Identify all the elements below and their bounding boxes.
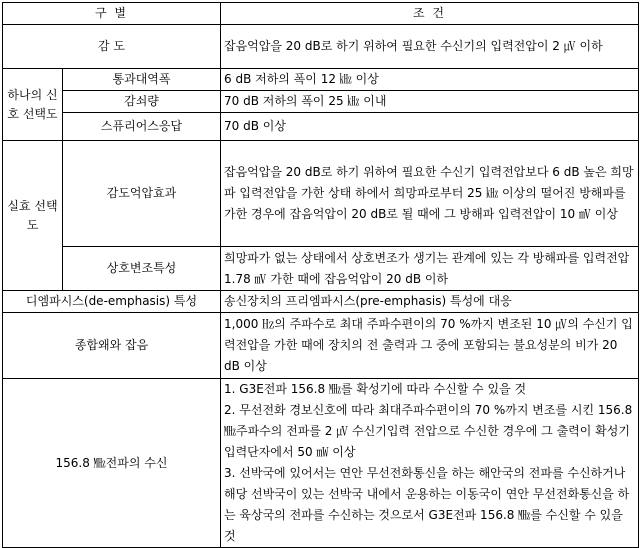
header-row xyxy=(3,3,639,25)
header-condition: 조 건 xyxy=(221,3,639,25)
attenuation-condition: 70 dB 저하의 폭이 25 ㎑ 이내 xyxy=(221,91,639,113)
row-distortion xyxy=(3,313,639,379)
de-emphasis-label: 디엠파시스(de-emphasis) 특성 xyxy=(3,291,221,313)
desensitization-label: 감도억압효과 xyxy=(63,141,221,247)
header-category: 구 별 xyxy=(3,3,221,25)
sensitivity-condition: 잡음억압을 20 dB로 하기 위하여 필요한 수신기의 입력전압이 2 ㎶ 이하 xyxy=(221,25,639,69)
single-signal-group-label: 하나의 신호 선택도 xyxy=(3,69,63,141)
distortion-condition: 1,000 ㎐의 주파수로 최대 주파수편이의 70 %까지 변조된 10 ㎶의 수신기 입력전압을 가한 때에 장치의 전 출력과 그 중에 포함되는 불요성분의 비가 20 dB 이상 xyxy=(221,313,639,379)
list-item: 3. 선박국에 있어서는 연안 무선전화통신을 하는 해안국의 전파를 수신하거나 해당 선박국이 있는 선박국 내에서 운용하는 이동국이 연안 무선전화통신을 하는 육상국의 전파를 수신하는 것으로서 G3E전파 156.8 ㎒를 수신할 수 있을 것 xyxy=(224,466,630,543)
reception-conditions xyxy=(221,379,639,548)
attenuation-label: 감쇠량 xyxy=(63,91,221,113)
distortion-label: 종합왜와 잡음 xyxy=(3,313,221,379)
intermodulation-condition: 희망파가 없는 상태에서 상호변조가 생기는 관계에 있는 각 방해파를 입력전압 1.78 ㎷ 가한 때에 잡음억압이 20 dB 이하 xyxy=(221,247,639,291)
passband-label: 통과대역폭 xyxy=(63,69,221,91)
sensitivity-label: 감 도 xyxy=(3,25,221,69)
row-sensitivity xyxy=(3,25,639,69)
desensitization-condition: 잡음억압을 20 dB로 하기 위하여 필요한 수신기 입력전압보다 6 dB 높은 희망파 입력전압을 가한 상태 하에서 희망파로부터 25 ㎑ 이상의 떨어진 방해파를 가한 경우에 잡음억압이 20 dB로 될 때에 그 방해파 입력전압이 10 ㎷ 이상 xyxy=(221,141,639,247)
row-passband xyxy=(3,69,639,91)
list-item: 2. 무선전화 경보신호에 따라 최대주파수편이의 70 %까지 변조를 시킨 156.8 ㎒주파수의 전파를 2 ㎶ 수신기입력 전압으로 수신한 경우에 그 출력이 확성기 입력단자에서 50 ㎽ 이상 xyxy=(224,403,633,459)
intermodulation-label: 상호변조특성 xyxy=(63,247,221,291)
row-reception xyxy=(3,379,639,548)
reception-label: 156.8 ㎒전파의 수신 xyxy=(3,379,221,548)
passband-condition: 6 dB 저하의 폭이 12 ㎑ 이상 xyxy=(221,69,639,91)
row-de-emphasis xyxy=(3,291,639,313)
spurious-label: 스퓨리어스응답 xyxy=(63,113,221,141)
row-attenuation xyxy=(3,91,639,113)
row-intermodulation xyxy=(3,247,639,291)
spurious-condition: 70 dB 이상 xyxy=(221,113,639,141)
list-item: 1. G3E전파 156.8 ㎒를 확성기에 따라 수신할 수 있을 것 xyxy=(224,382,527,396)
receiver-spec-table xyxy=(2,2,639,548)
row-desensitization xyxy=(3,141,639,247)
actual-selectivity-group-label: 실효 선택도 xyxy=(3,141,63,291)
de-emphasis-condition: 송신장치의 프리엠파시스(pre-emphasis) 특성에 대응 xyxy=(221,291,639,313)
row-spurious xyxy=(3,113,639,141)
